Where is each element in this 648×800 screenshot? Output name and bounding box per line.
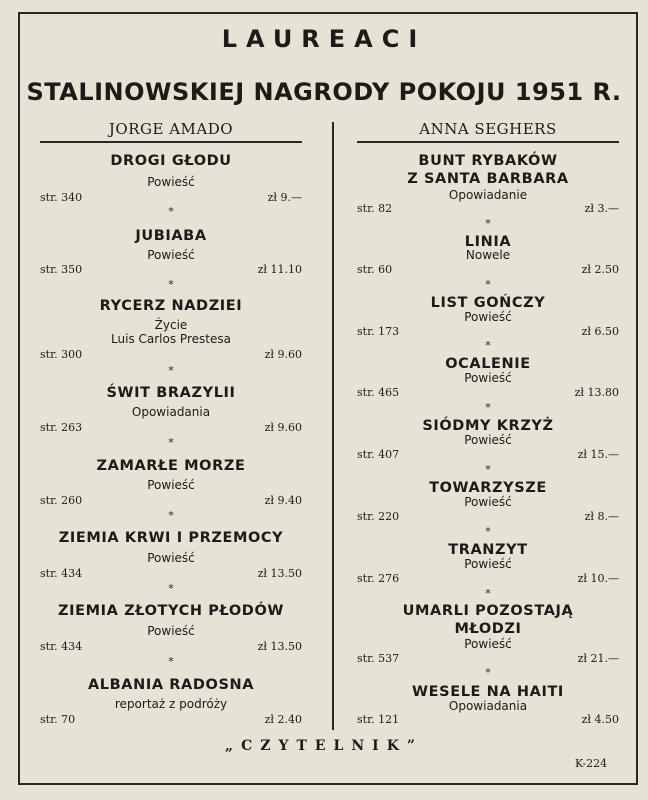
book-title: SIÓDMY KRZYŻ bbox=[422, 418, 554, 434]
book-price: zł 8.— bbox=[584, 510, 619, 523]
book-title: DROGI GŁODU bbox=[110, 153, 232, 169]
book-title: ALBANIA RADOSNA bbox=[87, 677, 255, 693]
book-genre: Powieść bbox=[147, 248, 195, 262]
heading-prize: STALINOWSKIEJ NAGRODY POKOJU 1951 R. bbox=[26, 78, 622, 106]
separator-star: * bbox=[485, 339, 491, 352]
separator-star: * bbox=[168, 364, 174, 377]
book-genre: Powieść bbox=[464, 637, 512, 651]
separator-star: * bbox=[485, 666, 491, 679]
book-title: WESELE NA HAITI bbox=[412, 684, 564, 700]
book-meta-row bbox=[40, 349, 302, 361]
book-price: zł 21.— bbox=[577, 652, 619, 665]
book-title: ZIEMIA ZŁOTYCH PŁODÓW bbox=[58, 603, 284, 619]
book-meta-row bbox=[357, 511, 619, 523]
book-genre: reportaż z podróży bbox=[114, 697, 228, 711]
author-heading-left: JORGE AMADO bbox=[108, 120, 234, 138]
separator-star: * bbox=[168, 278, 174, 291]
book-pages: str. 465 bbox=[357, 386, 400, 399]
book-price: zł 9.40 bbox=[264, 494, 302, 507]
heading-laureates: LAUREACI bbox=[221, 25, 427, 53]
separator-star: * bbox=[485, 525, 491, 538]
book-genre: Powieść bbox=[147, 551, 195, 565]
book-pages: str. 60 bbox=[357, 263, 393, 276]
book-title: BUNT RYBAKÓW Z SANTA BARBARA bbox=[407, 153, 569, 187]
book-meta-row bbox=[357, 326, 619, 338]
author-rule-left bbox=[40, 141, 302, 143]
book-price: zł 9.— bbox=[267, 191, 302, 204]
book-pages: str. 300 bbox=[40, 348, 83, 361]
book-genre: Opowiadanie bbox=[448, 188, 528, 202]
book-meta-row bbox=[40, 568, 302, 580]
book-title: UMARLI POZOSTAJĄ MŁODZI bbox=[402, 603, 574, 637]
book-meta-row bbox=[40, 641, 302, 653]
separator-star: * bbox=[485, 217, 491, 230]
book-genre: Powieść bbox=[464, 433, 512, 447]
separator-star: * bbox=[168, 655, 174, 668]
book-genre: Opowiadania bbox=[131, 405, 211, 419]
book-genre: Opowiadania bbox=[448, 699, 528, 713]
book-price: zł 13.80 bbox=[574, 386, 619, 399]
book-genre: Powieść bbox=[147, 175, 195, 189]
book-meta-row bbox=[40, 422, 302, 434]
book-pages: str. 121 bbox=[357, 713, 400, 726]
book-title: TRANZYT bbox=[448, 542, 528, 558]
book-pages: str. 537 bbox=[357, 652, 400, 665]
book-price: zł 4.50 bbox=[581, 713, 619, 726]
book-pages: str. 70 bbox=[40, 713, 76, 726]
book-pages: str. 82 bbox=[357, 202, 393, 215]
book-pages: str. 407 bbox=[357, 448, 400, 461]
book-pages: str. 276 bbox=[357, 572, 400, 585]
book-meta-row bbox=[40, 192, 302, 204]
book-pages: str. 434 bbox=[40, 640, 83, 653]
book-meta-row bbox=[357, 203, 619, 215]
book-meta-row bbox=[357, 264, 619, 276]
author-rule-right bbox=[357, 141, 619, 143]
book-meta-row bbox=[357, 573, 619, 585]
publisher-name: „CZYTELNIK” bbox=[225, 738, 423, 754]
book-pages: str. 260 bbox=[40, 494, 83, 507]
book-title: LIST GOŃCZY bbox=[430, 295, 546, 311]
book-pages: str. 220 bbox=[357, 510, 400, 523]
separator-star: * bbox=[485, 278, 491, 291]
book-title: OCALENIE bbox=[445, 356, 531, 372]
book-price: zł 13.50 bbox=[257, 567, 302, 580]
book-title: RYCERZ NADZIEI bbox=[99, 298, 243, 314]
book-title: TOWARZYSZE bbox=[429, 480, 547, 496]
book-meta-row bbox=[40, 264, 302, 276]
book-meta-row bbox=[40, 714, 302, 726]
catalog-code: K-224 bbox=[575, 757, 608, 770]
book-title: ZAMARŁE MORZE bbox=[96, 458, 246, 474]
author-heading-right: ANNA SEGHERS bbox=[419, 120, 557, 138]
book-price: zł 6.50 bbox=[581, 325, 619, 338]
separator-star: * bbox=[168, 436, 174, 449]
separator-star: * bbox=[168, 582, 174, 595]
book-price: zł 9.60 bbox=[264, 421, 302, 434]
book-price: zł 2.40 bbox=[264, 713, 302, 726]
book-genre: Powieść bbox=[147, 624, 195, 638]
book-genre: Życie Luis Carlos Prestesa bbox=[111, 318, 231, 346]
book-price: zł 2.50 bbox=[581, 263, 619, 276]
book-price: zł 9.60 bbox=[264, 348, 302, 361]
book-pages: str. 340 bbox=[40, 191, 83, 204]
book-meta-row bbox=[40, 495, 302, 507]
separator-star: * bbox=[168, 509, 174, 522]
separator-star: * bbox=[485, 463, 491, 476]
book-price: zł 3.— bbox=[584, 202, 619, 215]
book-price: zł 11.10 bbox=[257, 263, 302, 276]
book-price: zł 15.— bbox=[577, 448, 619, 461]
book-meta-row bbox=[357, 387, 619, 399]
book-genre: Powieść bbox=[147, 478, 195, 492]
book-title: JUBIABA bbox=[135, 228, 207, 244]
book-meta-row bbox=[357, 714, 619, 726]
book-genre: Powieść bbox=[464, 371, 512, 385]
book-genre: Powieść bbox=[464, 495, 512, 509]
book-price: zł 10.— bbox=[577, 572, 619, 585]
book-title: LINIA bbox=[464, 234, 512, 250]
book-pages: str. 350 bbox=[40, 263, 83, 276]
separator-star: * bbox=[485, 587, 491, 600]
column-divider bbox=[332, 122, 334, 730]
book-title: ŚWIT BRAZYLII bbox=[106, 385, 236, 401]
book-pages: str. 173 bbox=[357, 325, 400, 338]
book-meta-row bbox=[357, 449, 619, 461]
book-pages: str. 434 bbox=[40, 567, 83, 580]
separator-star: * bbox=[168, 205, 174, 218]
book-genre: Powieść bbox=[464, 557, 512, 571]
book-meta-row bbox=[357, 653, 619, 665]
book-pages: str. 263 bbox=[40, 421, 83, 434]
book-price: zł 13.50 bbox=[257, 640, 302, 653]
book-title: ZIEMIA KRWI I PRZEMOCY bbox=[58, 530, 284, 546]
book-genre: Powieść bbox=[464, 310, 512, 324]
separator-star: * bbox=[485, 401, 491, 414]
book-genre: Nowele bbox=[465, 248, 511, 262]
